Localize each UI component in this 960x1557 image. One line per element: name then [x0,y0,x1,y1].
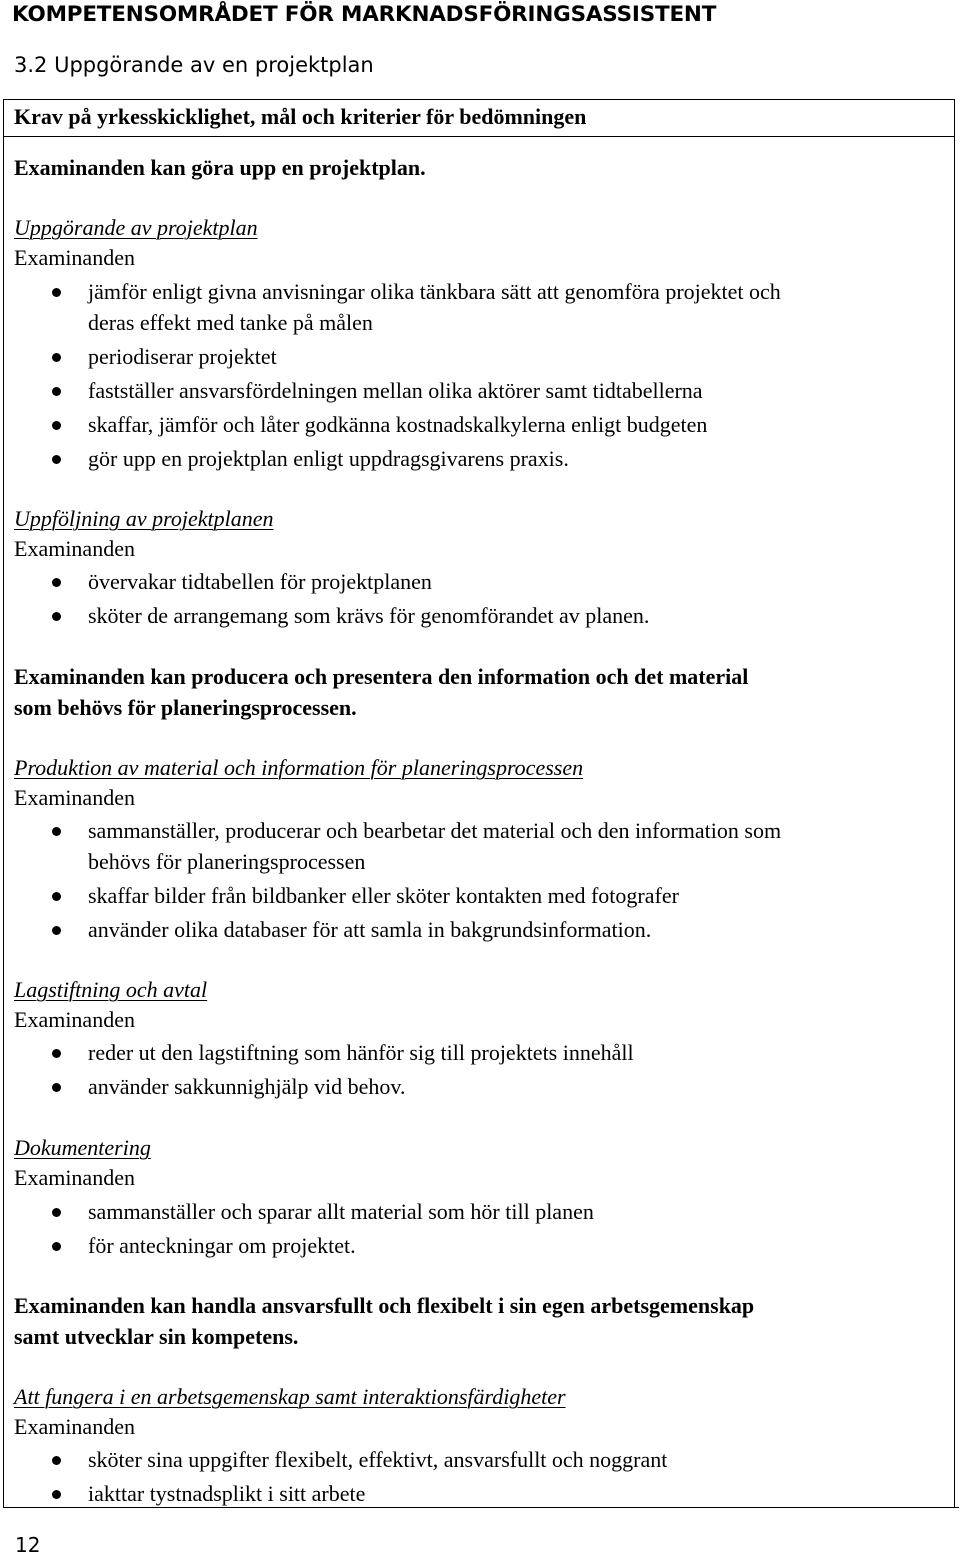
criteria-list-work-community [14,1445,667,1513]
subject-label: Examinanden [14,1414,135,1439]
subject-label: Examinanden [14,245,135,270]
bullet-icon [52,353,61,362]
goal-heading-3-line-1: Examinanden kan handla ansvarsfullt och flexibelt i sin egen arbetsgemenskap [14,1293,755,1318]
list-item: sammanställer, producerar och bearbetar det material och den information som behövs för planeringsprocessen [14,816,781,877]
bullet-icon [52,926,61,935]
goal-heading-2-line-1: Examinanden kan producera och presentera den information och det material [14,664,749,689]
bullet-icon [52,1208,61,1217]
subject-label: Examinanden [14,1165,135,1190]
bullet-icon [52,827,61,836]
criteria-list-material-production [14,816,781,949]
list-item: fastställer ansvarsfördelningen mellan olika aktörer samt tidtabellerna [14,376,781,407]
goal-heading-2-line-2: som behövs för planeringsprocessen. [14,695,357,720]
list-item: övervakar tidtabellen för projektplanen [14,567,649,598]
subheading-work-community: Att fungera i en arbetsgemenskap samt interaktionsfärdigheter [14,1384,566,1409]
page-number: 12 [15,1533,41,1557]
subheading-project-plan: Uppgörande av projektplan [14,215,258,240]
bullet-icon [52,892,61,901]
subheading-documentation: Dokumentering [14,1135,151,1160]
list-item: periodiserar projektet [14,342,781,373]
list-item: sköter de arrangemang som krävs för genomförandet av planen. [14,601,649,632]
list-item: för anteckningar om projektet. [14,1231,594,1262]
subject-label: Examinanden [14,785,135,810]
list-item: jämför enligt givna anvisningar olika tänkbara sätt att genomföra projektet och deras effekt med tanke på målen [14,277,781,338]
table-header-divider [3,136,955,137]
goal-heading-1: Examinanden kan göra upp en projektplan. [14,155,426,180]
bullet-icon [52,612,61,621]
list-item: iakttar tystnadsplikt i sitt arbete [14,1479,667,1510]
bullet-icon [52,1490,61,1499]
list-item: skaffar, jämför och låter godkänna kostnadskalkylerna enligt budgeten [14,410,781,441]
list-item: använder sakkunnighjälp vid behov. [14,1072,634,1103]
list-item: sköter sina uppgifter flexibelt, effektivt, ansvarsfullt och noggrant [14,1445,667,1476]
goal-heading-3-line-2: samt utvecklar sin kompetens. [14,1324,299,1349]
document-header: KOMPETENSOMRÅDET FÖR MARKNADSFÖRINGSASSISTENT [12,2,717,27]
subheading-follow-up: Uppföljning av projektplanen [14,506,274,531]
criteria-list-legislation [14,1038,634,1106]
criteria-list-follow-up [14,567,649,635]
list-item: använder olika databaser för att samla in bakgrundsinformation. [14,915,781,946]
criteria-list-documentation [14,1197,594,1265]
subheading-legislation: Lagstiftning och avtal [14,977,208,1002]
bullet-icon [52,387,61,396]
bullet-icon [52,1456,61,1465]
list-item: skaffar bilder från bildbanker eller sköter kontakten med fotografer [14,881,781,912]
subject-label: Examinanden [14,536,135,561]
subject-label: Examinanden [14,1007,135,1032]
bullet-icon [52,288,61,297]
list-item: reder ut den lagstiftning som hänför sig till projektets innehåll [14,1038,634,1069]
bullet-icon [52,421,61,430]
bullet-icon [52,1242,61,1251]
table-header: Krav på yrkesskicklighet, mål och kriterier för bedömningen [14,104,587,129]
bullet-icon [52,578,61,587]
subheading-material-production: Produktion av material och information för planeringsprocessen [14,755,584,780]
list-item: sammanställer och sparar allt material som hör till planen [14,1197,594,1228]
bullet-icon [52,1083,61,1092]
bullet-icon [52,1049,61,1058]
bullet-icon [52,455,61,464]
criteria-list-project-plan [14,277,781,478]
section-title: 3.2 Uppgörande av en projektplan [14,53,374,77]
list-item: gör upp en projektplan enligt uppdragsgivarens praxis. [14,444,781,475]
